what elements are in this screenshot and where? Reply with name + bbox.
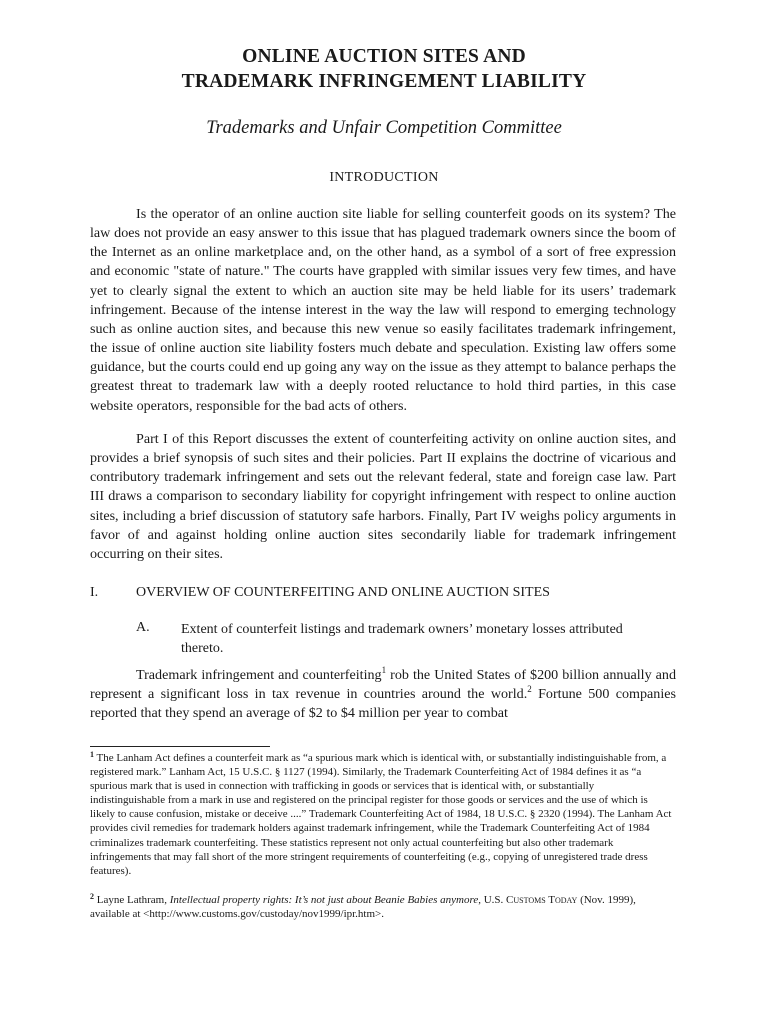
section-number: I. <box>90 585 99 600</box>
footnote-2-pub-prefix: , U.S. <box>478 894 507 906</box>
footnote-2 <box>90 893 672 921</box>
footnote-1-text: The Lanham Act defines a counterfeit mark as “a spurious mark which is identical with, or substantially indistinguishable from, a registered mark.” Lanham Act, 15 U.S.C. § 1127 (1994). Similarly, the Trademark Counterfeiting Act of 1984 defines it as “a spurious mark that is used in connection with trafficking in goods or services that is identical with, or substantially indistinguishable from a mark in use and registered on the principal register for those goods or services and the use of which is likely to cause confusion, mistake or deceive ....” Trademark Counterfeiting Act of 1984, 18 U.S.C. § 2320 (1994). The Lanham Act provides civil remedies for trademark holders against trademark infringement, while the Trademark Counterfeiting Act of 1984 criminalizes trademark counterfeiting. These statistics represent not only actual counterfeiting but also other trademark infringements that may fall short of the more stringent requirements of counterfeiting (e.g., copying of unregistered trade dress features). <box>90 752 672 877</box>
committee-subtitle: Trademarks and Unfair Competition Committee <box>206 118 562 138</box>
intro-paragraph-1 <box>90 205 676 416</box>
subsection-letter: A. <box>136 620 150 635</box>
footnote-1 <box>90 751 672 878</box>
title-line-2: TRADEMARK INFRINGEMENT LIABILITY <box>181 71 587 92</box>
section-paragraph-text-1: Trademark infringement and counterfeiting <box>136 667 382 683</box>
intro-paragraph-2 <box>90 430 676 564</box>
footnote-ref-2[interactable]: 2 <box>527 684 532 695</box>
subsection-title: Extent of counterfeit listings and trademark owners’ monetary losses attributed thereto. <box>181 622 623 656</box>
footnote-2-article-title: Intellectual property rights: It’s not just about Beanie Babies anymore <box>169 894 479 906</box>
title-line-1: ONLINE AUCTION SITES AND <box>242 46 526 67</box>
section-title: OVERVIEW OF COUNTERFEITING AND ONLINE AUCTION SITES <box>136 585 550 600</box>
footnote-1-number: 1 <box>90 750 94 759</box>
introduction-heading: INTRODUCTION <box>329 170 439 185</box>
section-paragraph-text-2: rob the United States of $200 billion annually and represent a significant loss in tax revenue in countries around the world. <box>90 667 676 703</box>
footnote-2-publication: Customs Today <box>506 894 578 906</box>
section-paragraph-text-3: Fortune 500 companies reported that they spend an average of $2 to $4 million per year to combat <box>90 686 677 722</box>
footnote-ref-1[interactable]: 1 <box>381 665 387 675</box>
section-paragraph <box>90 666 676 723</box>
intro-paragraph-2-text: Part I of this Report discusses the extent of counterfeiting activity on online auction sites, and provides a brief synopsis of such sites and their policies. Part II explains the doctrine of vicarious and contributory trademark infringement and sets out the relevant federal, state and foreign case law. Part III draws a comparison to secondary liability for copyright infringement with respect to online auction sites, including a brief discussion of statutory safe harbors. Finally, Part IV weighs policy arguments in favor of and against holding online auction sites secondarily liable for trademark infringement occurring on their sites. <box>90 431 676 562</box>
footnote-2-number: 2 <box>90 892 94 901</box>
footnote-2-rest[interactable]: (Nov. 1999), available at <http://www.customs.gov/custoday/nov1999/ipr.htm>. <box>90 894 636 921</box>
footnote-2-author: Layne Lathram, <box>94 894 170 906</box>
footnote-divider <box>90 746 270 747</box>
intro-paragraph-1-text: Is the operator of an online auction site liable for selling counterfeit goods on its system? The law does not provide an easy answer to this issue that has plagued trademark owners since the boom of the Internet as an online marketplace and, on the other hand, as a symbol of a sort of free expression and economic "state of nature." The courts have grappled with similar issues very few times, and have yet to clearly signal the extent to which an auction site may be held liable for its users’ trademark infringement. Because of the intense interest in the way the law will respond to emerging technology such as online auction sites, and because this new venue so easily facilitates trademark infringement, the issue of online auction site liability fosters much debate and speculation. Existing law offers some guidance, but the courts could end up going any way on the issue as they attempt to balance perhaps the greatest threat to trademark law with a deeply rooted reluctance to hold third parties, in this case website operators, responsible for the bad acts of others. <box>90 206 676 414</box>
